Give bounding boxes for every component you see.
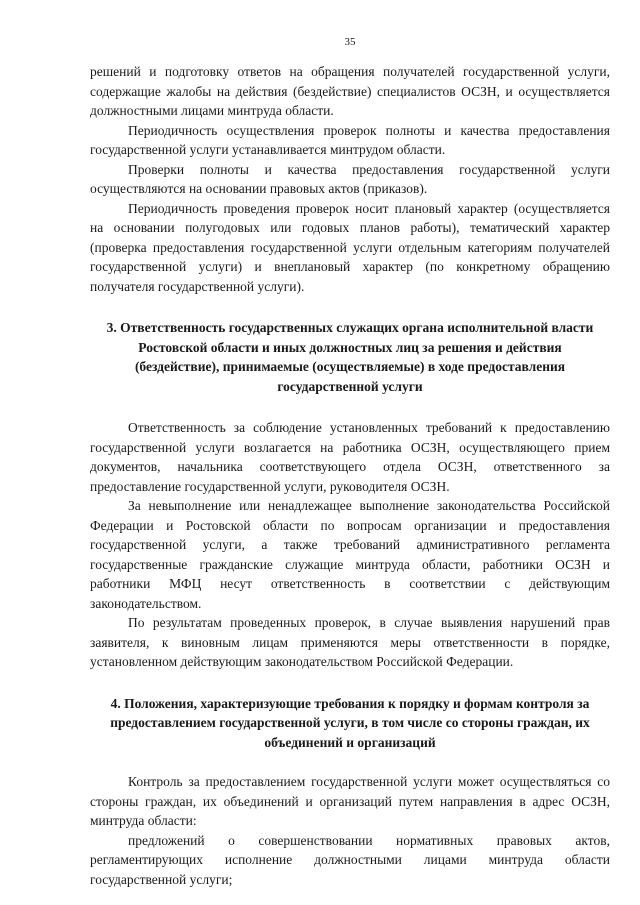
document-page	[90, 36, 610, 889]
section-3-heading: 3. Ответственность государственных служащих органа исполнительной власти Ростовской области и иных должностных лиц за решения и действия (бездействие), принимаемые (осуществляемые) в ходе предоставления государственной услуги	[106, 320, 594, 394]
paragraph-non-compliance: За невыполнение или ненадлежащее выполнение законодательства Российской Федерации и Ростовской области по вопросам организации и предоставления государственной услуги, а также требований административного регламента государственные гражданские служащие минтруда области, работники ОСЗН и работники МФЦ несут ответственность в соответствии с действующим законодательством.	[90, 498, 610, 611]
paragraph-proposals: предложений о совершенствовании нормативных правовых актов, регламентирующих исполнение должностными лицами минтруда области государственной услуги;	[90, 832, 610, 887]
paragraph-inspection-character: Периодичность проведения проверок носит плановый характер (осуществляется на основании полугодовых или годовых планов работы), тематический характер (проверка предоставления государственной услуги отдельным категориям получателей государственной услуги) и внеплановый характер (по конкретному обращению получателя государственной услуги).	[90, 200, 610, 294]
paragraph-inspection-frequency: Периодичность осуществления проверок полноты и качества предоставления государственной услуги устанавливается минтрудом области.	[90, 122, 610, 157]
paragraph-responsibility: Ответственность за соблюдение установленных требований к предоставлению государственной услуги возлагается на работника ОСЗН, осуществляющего прием документов, начальника соответствующего отдела ОСЗН, ответственного за предоставление государственной услуги, руководителя ОСЗН.	[90, 420, 610, 494]
paragraph-inspection-basis: Проверки полноты и качества предоставления государственной услуги осуществляются на основании правовых актов (приказов).	[90, 161, 610, 196]
section-4-heading: 4. Положения, характеризующие требования к порядку и формам контроля за предоставлением государственной услуги, в том числе со стороны граждан, их объединений и организаций	[110, 695, 590, 750]
continuation-paragraph: решений и подготовку ответов на обращения получателей государственной услуги, содержащие жалобы на действия (бездействие) специалистов ОСЗН, и осуществляется должностными лицами минтруда области.	[90, 64, 610, 118]
page-number: 35	[344, 36, 356, 48]
paragraph-public-control: Контроль за предоставлением государственной услуги может осуществляться со стороны граждан, их объединений и организаций путем направления в адрес ОСЗН, минтруда области:	[90, 774, 610, 828]
paragraph-inspection-results: По результатам проведенных проверок, в случае выявления нарушений прав заявителя, к виновным лицам применяются меры ответственности в порядке, установленном действующим законодательством Российской Федерации.	[90, 615, 610, 669]
